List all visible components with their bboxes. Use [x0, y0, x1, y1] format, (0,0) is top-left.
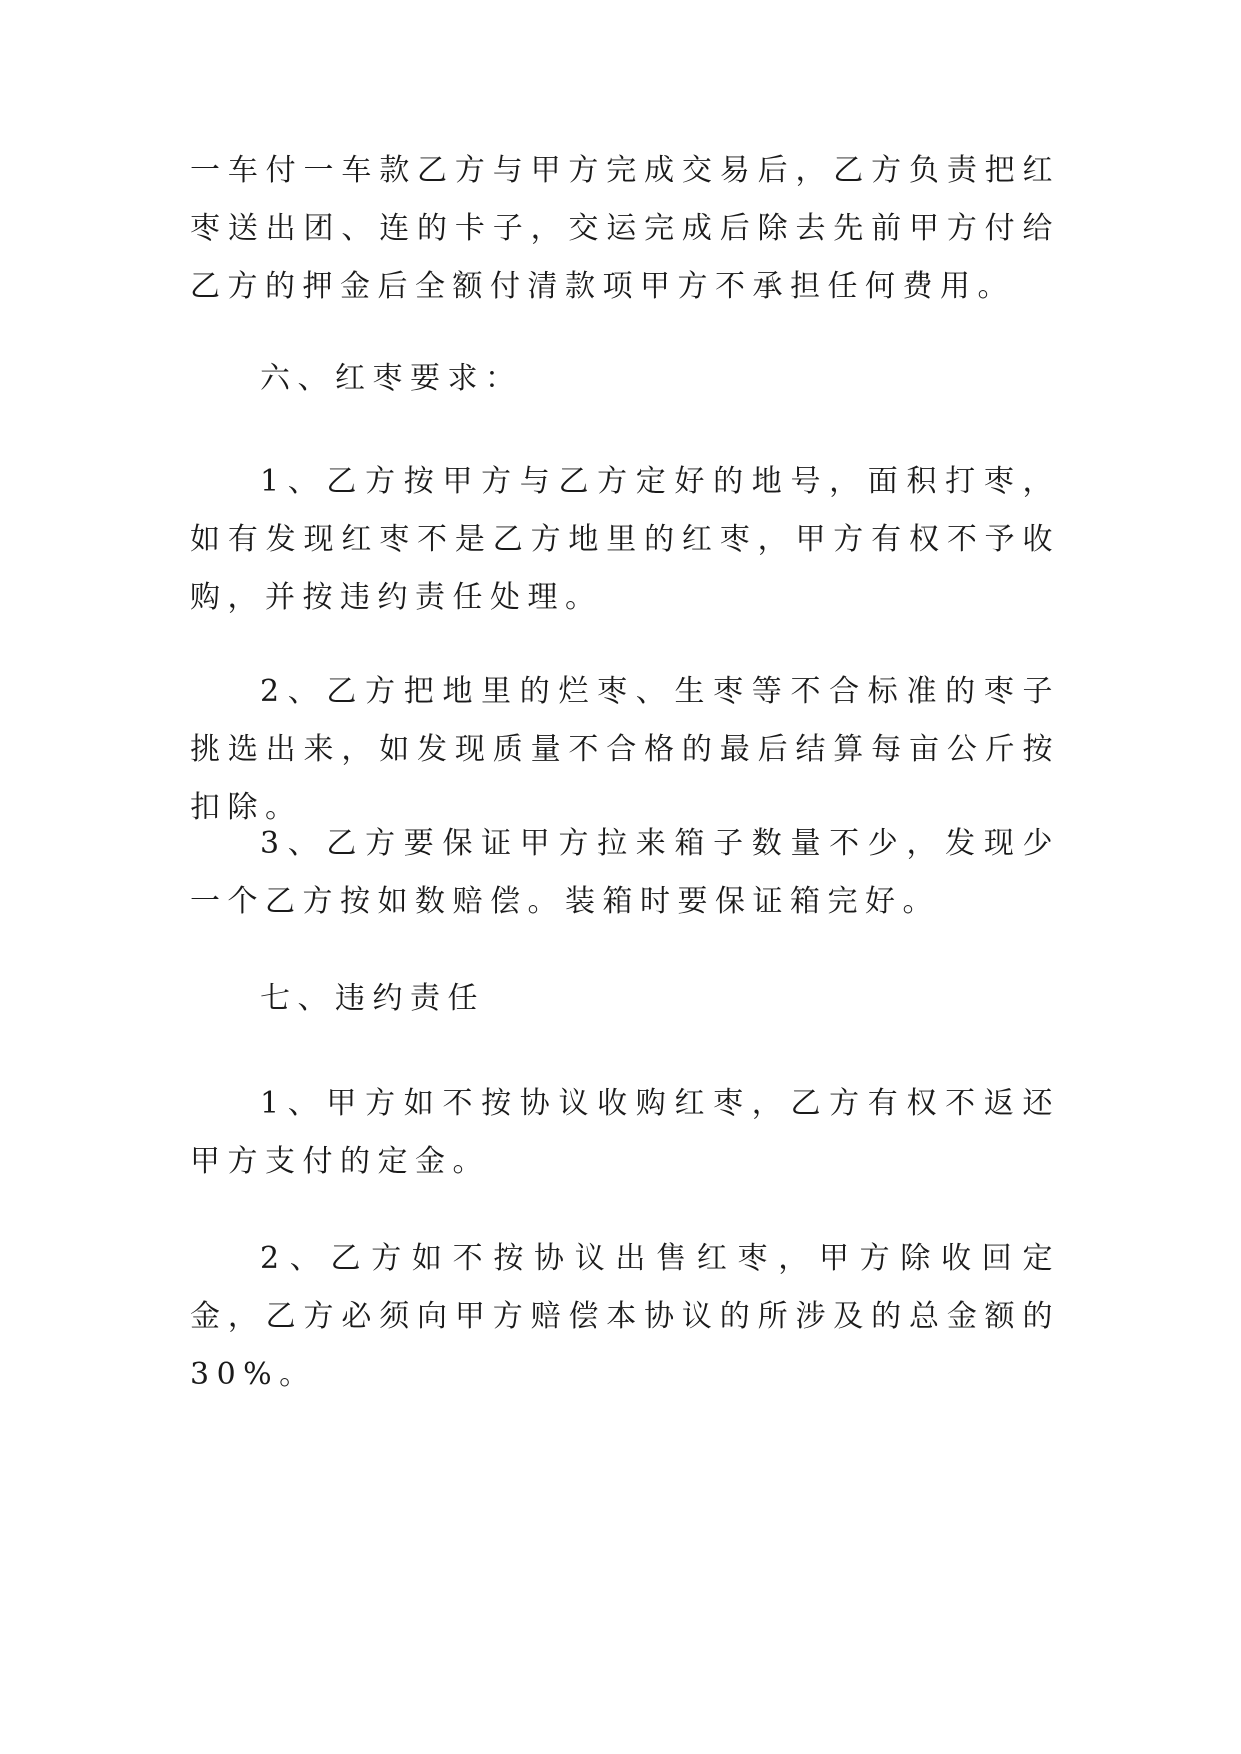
section-heading-six: 六、红枣要求：: [260, 361, 523, 396]
clause-six-2: 2、乙方把地里的烂枣、生枣等不合标准的枣子挑选出来，如发现质量不合格的最后结算每亩公斤按扣除。: [190, 674, 1060, 825]
paragraph-payment-terms: 一车付一车款乙方与甲方完成交易后，乙方负责把红枣送出团、连的卡子，交运完成后除去先前甲方付给乙方的押金后全额付清款项甲方不承担任何费用。: [190, 153, 1060, 304]
clause-seven-1: 1、甲方如不按协议收购红枣，乙方有权不返还甲方支付的定金。: [190, 1086, 1060, 1179]
clause-six-1: 1、乙方按甲方与乙方定好的地号，面积打枣，如有发现红枣不是乙方地里的红枣，甲方有权不予收购，并按违约责任处理。: [190, 464, 1060, 615]
section-heading-seven: 七、违约责任: [260, 981, 485, 1016]
clause-seven-2: 2、乙方如不按协议出售红枣，甲方除收回定金，乙方必须向甲方赔偿本协议的所涉及的总金额的30%。: [190, 1241, 1060, 1392]
clause-six-3: 3、乙方要保证甲方拉来箱子数量不少，发现少一个乙方按如数赔偿。装箱时要保证箱完好。: [190, 826, 1060, 919]
